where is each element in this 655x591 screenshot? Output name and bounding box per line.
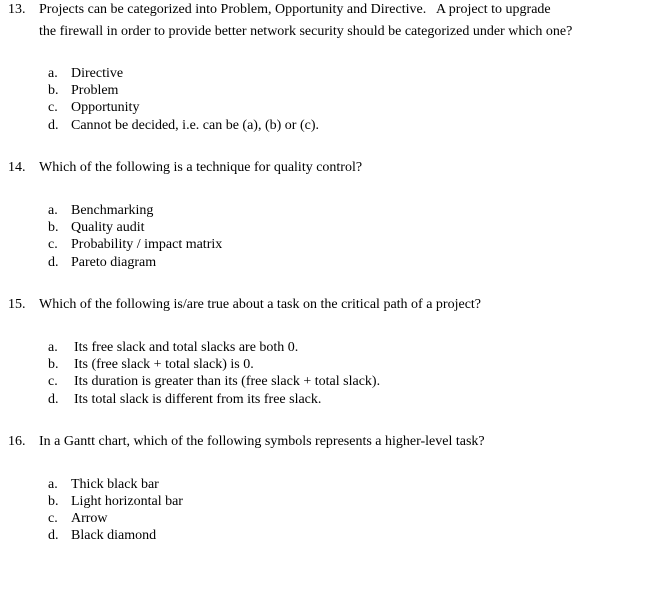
option-letter: d. bbox=[48, 118, 59, 133]
question-text: Which of the following is/are true about a task on the critical path of a project? bbox=[39, 297, 482, 312]
option-text: Cannot be decided, i.e. can be (a), (b) or (c). bbox=[71, 118, 319, 133]
option-text: Opportunity bbox=[71, 100, 140, 115]
question-number: 13. bbox=[8, 2, 26, 17]
option-letter: d. bbox=[48, 255, 59, 270]
option-text: Its duration is greater than its (free slack + total slack). bbox=[74, 374, 381, 389]
question-text: In a Gantt chart, which of the following symbols represents a higher-level task? bbox=[39, 434, 485, 449]
option-text: Benchmarking bbox=[71, 203, 154, 218]
option-letter: a. bbox=[48, 477, 58, 492]
option-letter: d. bbox=[48, 392, 59, 407]
option-text: Probability / impact matrix bbox=[71, 237, 223, 252]
option-letter: a. bbox=[48, 66, 58, 81]
option-letter: b. bbox=[48, 220, 59, 235]
option-text: Its total slack is different from its free slack. bbox=[74, 392, 322, 407]
question-number: 15. bbox=[8, 297, 26, 312]
option-letter: c. bbox=[48, 237, 58, 252]
question-number: 16. bbox=[8, 434, 26, 449]
option-letter: a. bbox=[48, 203, 58, 218]
question-text-continued: the firewall in order to provide better network security should be categorized under which one? bbox=[39, 24, 573, 39]
option-text: Arrow bbox=[71, 511, 108, 526]
question-text: Projects can be categorized into Problem, Opportunity and Directive. A project to upgrade bbox=[39, 2, 551, 17]
question-number: 14. bbox=[8, 160, 26, 175]
option-letter: b. bbox=[48, 83, 59, 98]
option-text: Problem bbox=[71, 83, 119, 98]
option-letter: a. bbox=[48, 340, 58, 355]
option-letter: c. bbox=[48, 374, 58, 389]
option-letter: d. bbox=[48, 528, 59, 543]
option-letter: b. bbox=[48, 494, 59, 509]
option-text: Thick black bar bbox=[71, 477, 159, 492]
option-text: Quality audit bbox=[71, 220, 145, 235]
option-text: Pareto diagram bbox=[71, 255, 157, 270]
option-letter: b. bbox=[48, 357, 59, 372]
question-text: Which of the following is a technique for quality control? bbox=[39, 160, 363, 175]
option-letter: c. bbox=[48, 511, 58, 526]
option-text: Its free slack and total slacks are both 0. bbox=[74, 340, 299, 355]
option-text: Black diamond bbox=[71, 528, 157, 543]
option-text: Light horizontal bar bbox=[71, 494, 183, 509]
option-letter: c. bbox=[48, 100, 58, 115]
option-text: Its (free slack + total slack) is 0. bbox=[74, 357, 254, 372]
option-text: Directive bbox=[71, 66, 124, 81]
